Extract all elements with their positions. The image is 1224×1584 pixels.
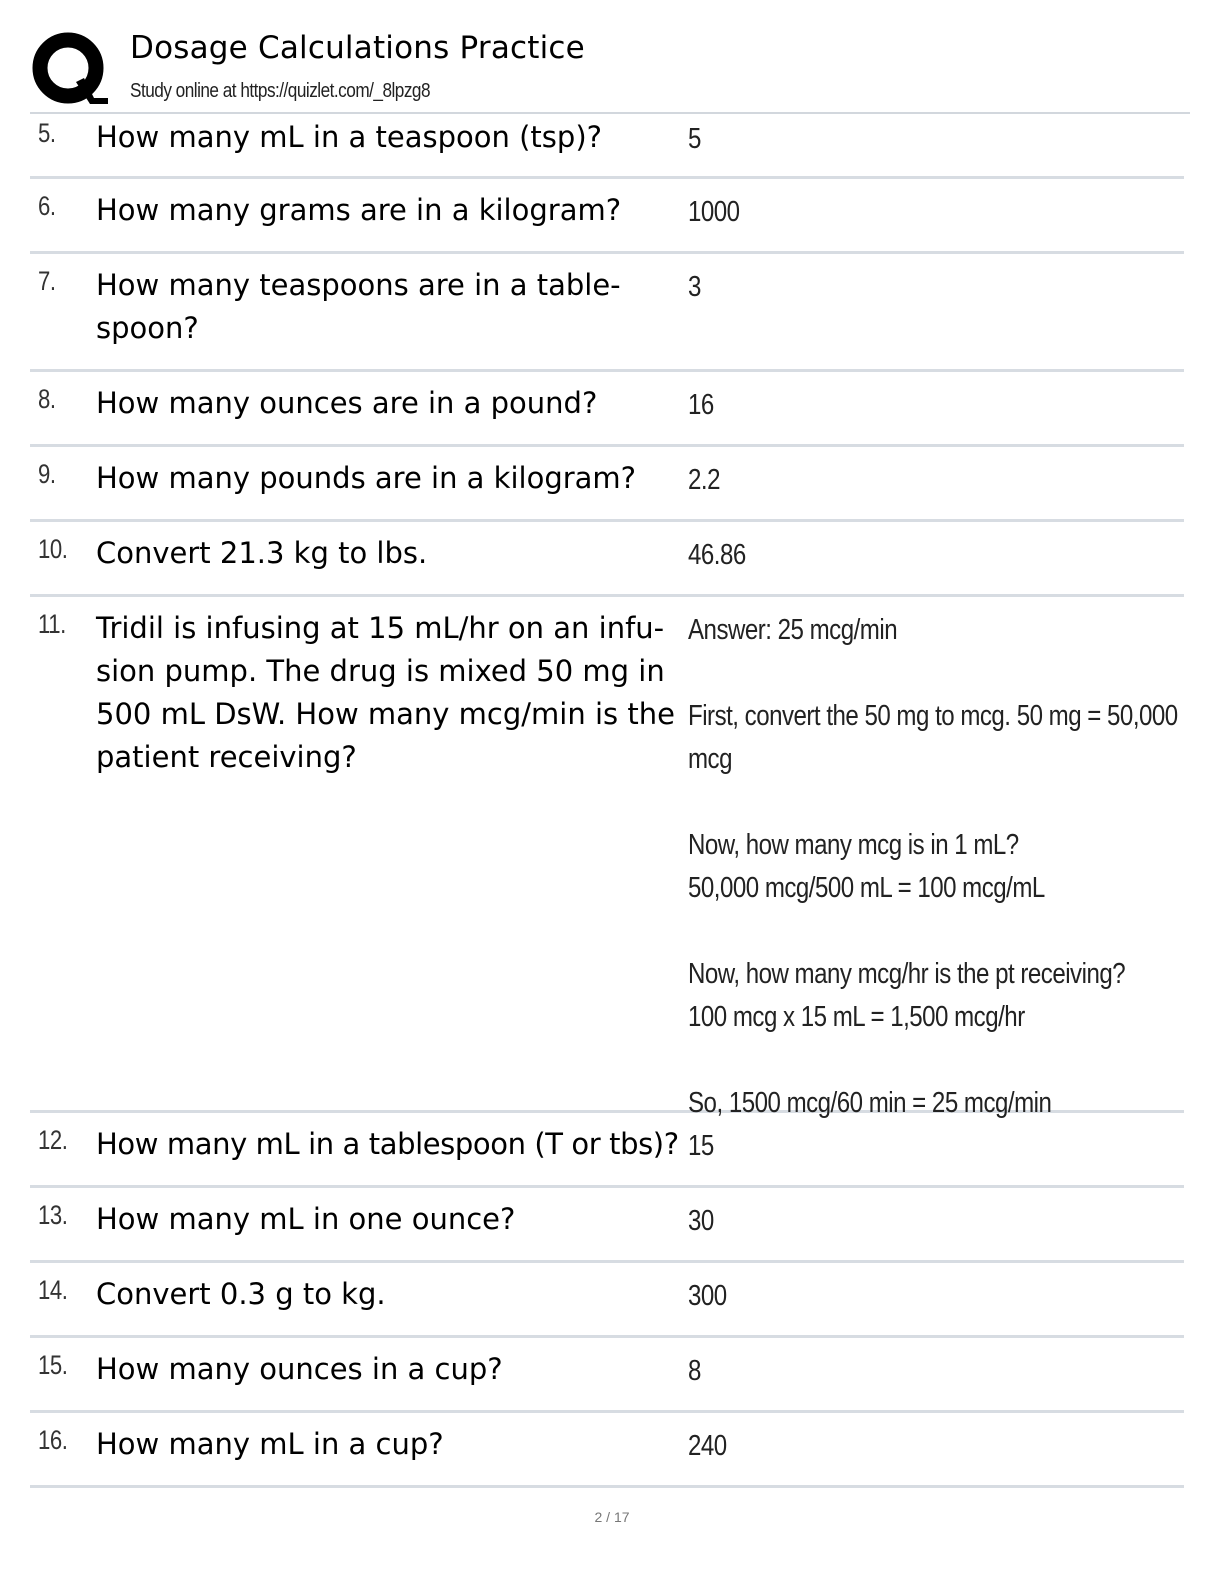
card-number: 16. bbox=[38, 1425, 68, 1455]
flashcard-row bbox=[30, 1413, 1184, 1488]
flashcard-row bbox=[30, 1188, 1184, 1263]
flashcard-row bbox=[30, 254, 1184, 372]
card-definition: 8 bbox=[688, 1355, 701, 1387]
card-definition: Answer: 25 mcg/min First, convert the 50 mg to mcg. 50 mg = 50,000 mcg Now, how many mcg is in 1 mL? 50,000 mcg/500 mL = 100 mcg/mL Now, how many mcg/hr is the pt receiving? 100 mcg x 15 mL = 1,500 mcg/hr So, 1500 mcg/60 min = 25 mcg/min bbox=[688, 614, 1178, 1119]
card-definition: 3 bbox=[688, 271, 701, 303]
flashcard-row bbox=[30, 447, 1184, 522]
flashcard-row bbox=[30, 179, 1184, 254]
flashcard-row bbox=[30, 597, 1184, 1119]
flashcard-row bbox=[30, 372, 1184, 447]
card-number: 13. bbox=[38, 1200, 68, 1230]
card-term: How many mL in a tablespoon (T or tbs)? bbox=[96, 1127, 679, 1161]
card-number: 8. bbox=[38, 384, 56, 414]
flashcard-row bbox=[30, 1338, 1184, 1413]
card-term: How many pounds are in a kilogram? bbox=[96, 461, 637, 495]
card-definition: 30 bbox=[688, 1205, 714, 1237]
card-number: 5. bbox=[38, 118, 56, 148]
card-definition: 2.2 bbox=[688, 464, 720, 496]
page-header bbox=[30, 28, 1190, 114]
card-term: How many teaspoons are in a table-spoon? bbox=[96, 268, 621, 345]
card-definition: 240 bbox=[688, 1430, 727, 1462]
card-number: 7. bbox=[38, 266, 56, 296]
page-number: 2 / 17 bbox=[594, 1509, 630, 1525]
flashcard-row bbox=[30, 522, 1184, 597]
card-term: How many mL in a cup? bbox=[96, 1427, 444, 1461]
page-title: Dosage Calculations Practice bbox=[130, 30, 585, 66]
card-number: 14. bbox=[38, 1275, 68, 1305]
card-number: 11. bbox=[38, 609, 66, 639]
card-definition: 46.86 bbox=[688, 539, 746, 571]
card-term: How many mL in a teaspoon (tsp)? bbox=[96, 120, 603, 154]
card-number: 10. bbox=[38, 534, 68, 564]
card-term: How many grams are in a kilogram? bbox=[96, 193, 622, 227]
flashcard-row bbox=[30, 1263, 1184, 1338]
card-definition: 300 bbox=[688, 1280, 727, 1312]
flashcard-row bbox=[30, 1113, 1184, 1188]
card-definition: 15 bbox=[688, 1130, 714, 1162]
card-term: How many mL in one ounce? bbox=[96, 1202, 516, 1236]
card-term: Convert 0.3 g to kg. bbox=[96, 1277, 386, 1311]
card-term: How many ounces in a cup? bbox=[96, 1352, 503, 1386]
card-number: 6. bbox=[38, 191, 56, 221]
card-number: 15. bbox=[38, 1350, 68, 1380]
study-online-link[interactable]: Study online at https://quizlet.com/_8lpzg8 bbox=[130, 80, 431, 102]
flashcard-row bbox=[30, 114, 1184, 179]
flashcard-list bbox=[30, 114, 1184, 1488]
card-term: How many ounces are in a pound? bbox=[96, 386, 598, 420]
quizlet-logo-icon bbox=[32, 32, 108, 108]
card-term: Tridil is infusing at 15 mL/hr on an infu-sion pump. The drug is mixed 50 mg in 500 mL DsW. How many mcg/min is the patient receiving? bbox=[96, 611, 675, 774]
card-definition: 1000 bbox=[688, 196, 740, 228]
card-number: 12. bbox=[38, 1125, 68, 1155]
card-definition: 16 bbox=[688, 389, 714, 421]
card-definition: 5 bbox=[688, 123, 701, 155]
card-term: Convert 21.3 kg to lbs. bbox=[96, 536, 428, 570]
card-number: 9. bbox=[38, 459, 56, 489]
